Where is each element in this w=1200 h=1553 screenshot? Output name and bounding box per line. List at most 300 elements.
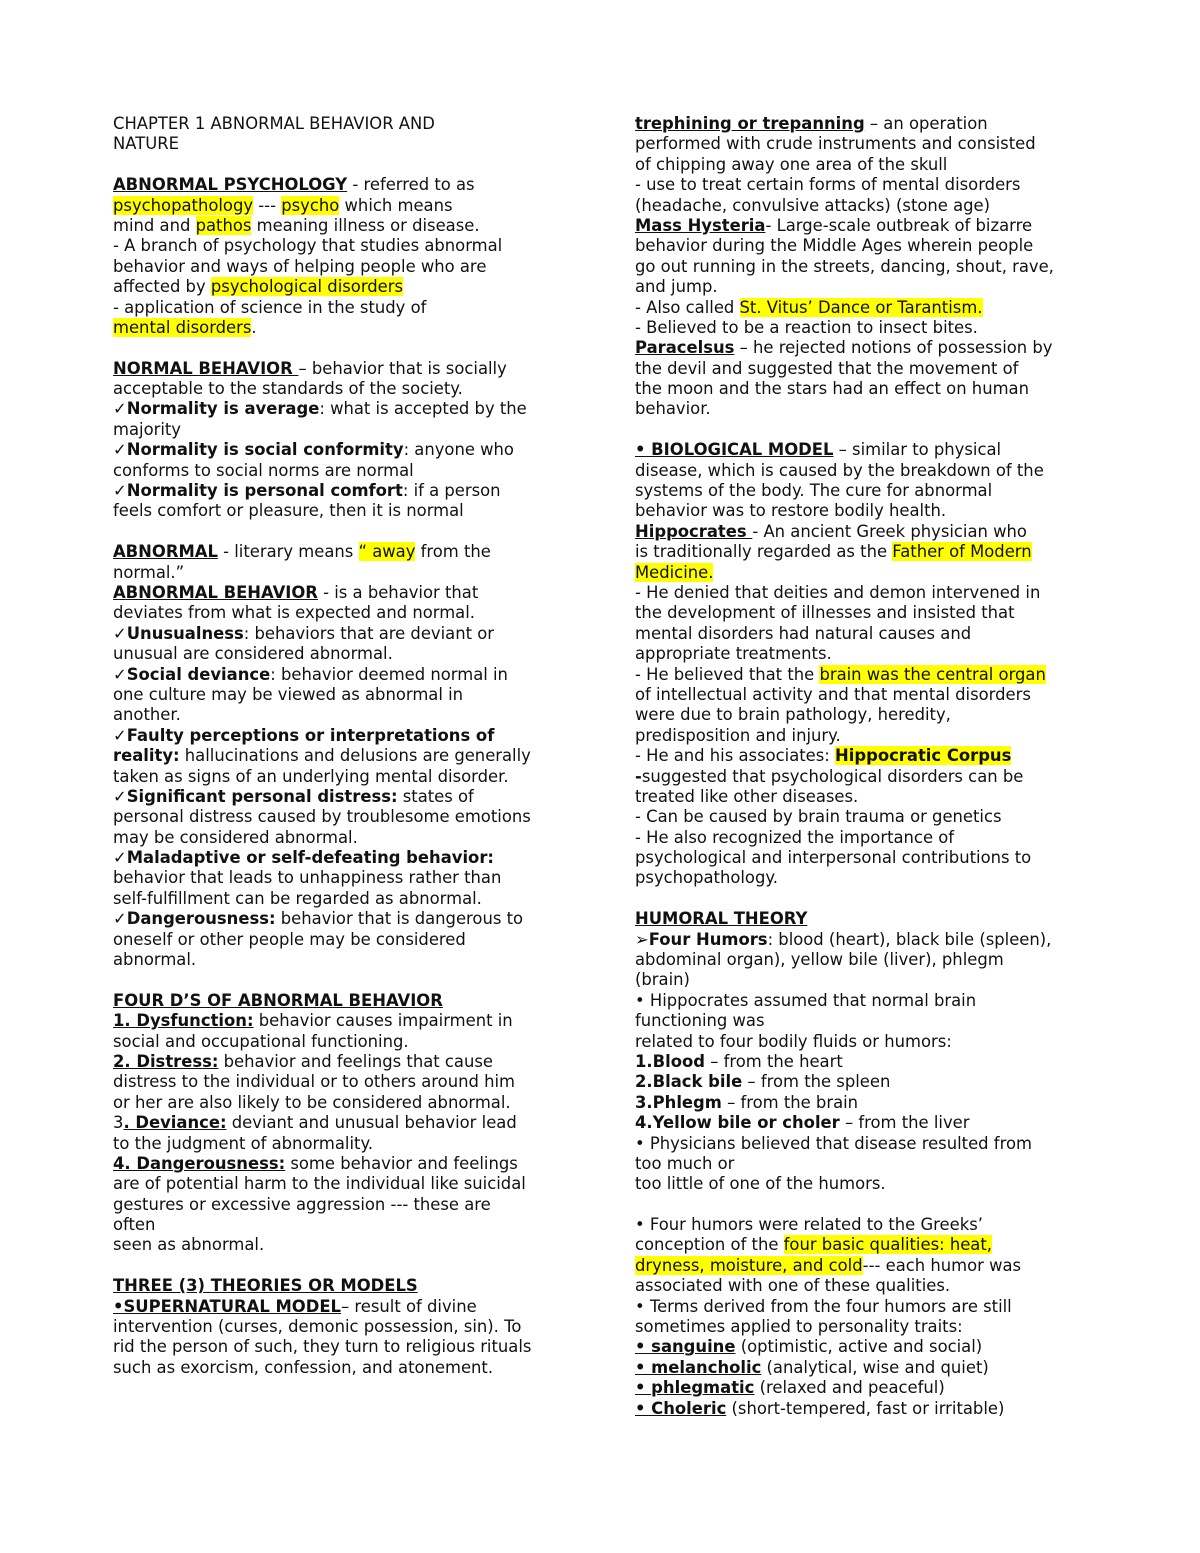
text-line — [635, 1174, 1095, 1194]
highlighted-text: brain was the central organ — [819, 664, 1046, 684]
bold-text: Maladaptive or self-defeating behavior: — [126, 848, 494, 868]
text-line — [635, 175, 1095, 195]
text-line — [635, 114, 1095, 134]
left-column — [113, 114, 573, 1378]
bold-text: 2. Distress: — [113, 1051, 219, 1071]
text-segment: suggested that psychological disorders can be — [641, 766, 1024, 786]
text-segment: ✓ — [113, 623, 127, 643]
text-segment: hallucinations and delusions are generally — [179, 746, 531, 766]
text-line — [635, 1072, 1095, 1092]
text-segment: systems of the body. The cure for abnormal — [635, 481, 993, 501]
text-line — [113, 909, 573, 929]
bold-text: • sanguine — [635, 1337, 736, 1357]
text-segment: – from the liver — [839, 1113, 970, 1133]
text-segment: (relaxed and peaceful) — [754, 1378, 945, 1398]
text-line — [635, 236, 1095, 256]
text-line — [113, 563, 573, 583]
bold-text: •SUPERNATURAL MODEL — [113, 1296, 341, 1316]
text-segment: mental disorders had natural causes and — [635, 623, 972, 643]
highlighted-text: Hippocratic Corpus — [835, 746, 1012, 766]
highlighted-text: psychopathology — [113, 195, 254, 215]
text-line — [113, 807, 573, 827]
bold-text: FOUR D’S OF ABNORMAL BEHAVIOR — [113, 990, 443, 1010]
text-segment: behavior that is dangerous to — [275, 909, 524, 929]
text-line — [113, 298, 573, 318]
text-segment: ✓ — [113, 848, 127, 868]
text-segment: . — [251, 317, 257, 337]
text-line — [113, 1011, 573, 1031]
text-segment: (analytical, wise and quiet) — [761, 1357, 989, 1377]
text-line — [635, 522, 1095, 542]
text-line — [635, 583, 1095, 603]
text-line — [113, 1215, 573, 1235]
text-line — [113, 1072, 573, 1092]
text-line — [113, 175, 573, 195]
text-line — [635, 685, 1095, 705]
text-line — [113, 318, 573, 338]
bold-text: Unusualness — [126, 623, 244, 643]
bold-text: Normality is average — [126, 399, 320, 419]
text-segment: psychological and interpersonal contributions to — [635, 848, 1032, 868]
text-line — [113, 277, 573, 297]
text-segment: - literary means — [217, 542, 359, 562]
text-line — [113, 481, 573, 501]
text-segment: may be considered abnormal. — [113, 827, 358, 847]
text-line — [113, 603, 573, 623]
text-segment: ✓ — [113, 440, 127, 460]
text-segment: – an operation — [864, 114, 988, 133]
text-segment: functioning was — [635, 1011, 765, 1031]
text-segment: behavior was to restore bodily health. — [635, 501, 947, 521]
bold-text: Hippocrates — [635, 521, 753, 541]
text-segment: of intellectual activity and that mental disorders — [635, 684, 1031, 704]
text-segment: taken as signs of an underlying mental disorder. — [113, 766, 509, 786]
highlighted-text: pathos — [195, 215, 252, 235]
text-line — [635, 950, 1095, 970]
text-segment: (optimistic, active and social) — [735, 1337, 983, 1357]
text-line — [113, 1235, 573, 1255]
text-line — [113, 134, 573, 154]
blank-line — [113, 522, 573, 542]
bold-text: - — [635, 766, 642, 786]
text-segment: feels comfort or pleasure, then it is normal — [113, 501, 464, 521]
text-line — [635, 1113, 1095, 1133]
text-line — [113, 1174, 573, 1194]
text-segment: : what is accepted by the — [319, 399, 527, 419]
text-segment: ✓ — [113, 399, 127, 419]
highlighted-text: Medicine. — [635, 562, 714, 582]
text-line — [113, 828, 573, 848]
text-segment: deviant and unusual behavior lead — [226, 1113, 517, 1133]
blank-line — [113, 338, 573, 358]
text-segment: oneself or other people may be considered — [113, 929, 466, 949]
text-segment: disease, which is caused by the breakdown of the — [635, 460, 1044, 480]
text-segment: conception of the — [635, 1235, 784, 1255]
text-line — [113, 644, 573, 664]
text-line — [113, 665, 573, 685]
text-segment: and jump. — [635, 277, 718, 297]
text-segment: related to four bodily fluids or humors: — [635, 1031, 952, 1051]
text-line — [113, 889, 573, 909]
text-line — [635, 359, 1095, 379]
text-line — [635, 155, 1095, 175]
text-segment: personal distress caused by troublesome emotions — [113, 807, 531, 827]
text-segment: - referred to as — [347, 175, 475, 195]
text-segment: the development of illnesses and insisted that — [635, 603, 1015, 623]
text-line — [635, 1093, 1095, 1113]
text-segment: associated with one of these qualities. — [635, 1276, 951, 1296]
text-line — [635, 481, 1095, 501]
text-line — [635, 624, 1095, 644]
text-line — [635, 1215, 1095, 1235]
text-line — [113, 461, 573, 481]
text-segment: from the — [415, 542, 491, 562]
text-line — [113, 1358, 573, 1378]
text-segment: ✓ — [113, 725, 127, 745]
bold-text: • melancholic — [635, 1357, 762, 1377]
text-segment: --- — [253, 195, 282, 215]
text-line — [635, 644, 1095, 664]
text-line — [113, 767, 573, 787]
text-segment: rid the person of such, they turn to religious rituals — [113, 1337, 532, 1357]
text-line — [113, 114, 573, 134]
text-line — [635, 991, 1095, 1011]
text-segment: predisposition and injury. — [635, 725, 841, 745]
text-line — [113, 1113, 573, 1133]
text-line — [113, 236, 573, 256]
text-segment: • Four humors were related to the Greeks’ — [635, 1215, 983, 1235]
text-line — [113, 1032, 573, 1052]
text-segment: - He and his associates: — [635, 746, 836, 766]
text-line — [635, 1154, 1095, 1174]
text-segment: performed with crude instruments and consisted — [635, 134, 1036, 154]
text-segment: : blood (heart), black bile (spleen), — [767, 929, 1052, 949]
bold-text: Paracelsus — [635, 338, 735, 358]
text-line — [113, 685, 573, 705]
text-segment: – similar to physical — [833, 440, 1002, 460]
text-segment: of chipping away one area of the skull — [635, 154, 948, 174]
highlighted-text: psychological disorders — [210, 277, 404, 297]
text-segment: intervention (curses, demonic possession, sin). To — [113, 1317, 522, 1337]
text-segment: deviates from what is expected and normal. — [113, 603, 475, 623]
text-segment: psychopathology. — [635, 868, 778, 888]
text-line — [113, 257, 573, 277]
text-segment: --- each humor was — [862, 1255, 1022, 1275]
text-segment: – from the brain — [721, 1092, 859, 1112]
text-segment: – from the spleen — [742, 1072, 891, 1092]
bold-text: ABNORMAL — [113, 542, 218, 562]
text-segment: - A branch of psychology that studies abnormal — [113, 236, 503, 256]
bold-text: 4.Yellow bile or choler — [635, 1113, 840, 1133]
text-segment: - He believed that the — [635, 664, 820, 684]
text-segment: states of — [397, 786, 474, 806]
text-line — [635, 1317, 1095, 1337]
text-segment: some behavior and feelings — [285, 1153, 518, 1173]
text-segment: (brain) — [635, 970, 690, 990]
text-line — [113, 501, 573, 521]
text-line — [635, 542, 1095, 562]
text-segment: NATURE — [113, 134, 179, 154]
text-segment: • Hippocrates assumed that normal brain — [635, 990, 977, 1010]
text-line — [635, 277, 1095, 297]
text-line — [635, 216, 1095, 236]
text-segment: - is a behavior that — [317, 582, 479, 602]
text-line — [635, 828, 1095, 848]
highlighted-text: dryness, moisture, and cold — [635, 1255, 863, 1275]
text-line — [635, 563, 1095, 583]
text-segment: behavior and ways of helping people who are — [113, 256, 487, 276]
blank-line — [635, 420, 1095, 440]
blank-line — [635, 889, 1095, 909]
right-column — [635, 114, 1095, 1419]
text-line — [635, 930, 1095, 950]
text-line — [113, 1317, 573, 1337]
bold-text: Social deviance — [126, 664, 271, 684]
text-segment: - Large-scale outbreak of bizarre — [765, 215, 1033, 235]
text-line — [113, 1093, 573, 1113]
text-segment: distress to the individual or to others around him — [113, 1072, 516, 1092]
text-segment: – he rejected notions of possession by — [734, 338, 1053, 358]
text-line — [113, 787, 573, 807]
text-segment: abdominal organ), yellow bile (liver), phlegm — [635, 950, 1004, 970]
text-line — [113, 379, 573, 399]
text-segment: treated like other diseases. — [635, 786, 859, 806]
text-segment: appropriate treatments. — [635, 644, 832, 664]
text-segment: - An ancient Greek physician who — [752, 521, 1027, 541]
highlighted-text: “ away — [358, 542, 416, 562]
bold-text: Dangerousness: — [126, 909, 276, 929]
text-line — [635, 1235, 1095, 1255]
bold-text: NORMAL BEHAVIOR — [113, 358, 299, 378]
bold-text: reality: — [113, 746, 180, 766]
text-segment: • Terms derived from the four humors are still — [635, 1296, 1012, 1316]
text-segment: : if a person — [402, 481, 501, 501]
text-line — [113, 440, 573, 460]
text-segment: go out running in the streets, dancing, shout, rave, — [635, 256, 1054, 276]
highlighted-text: St. Vitus’ Dance or Tarantism. — [739, 297, 983, 317]
text-line — [113, 950, 573, 970]
text-segment: often — [113, 1215, 156, 1235]
text-line — [635, 257, 1095, 277]
text-line — [635, 134, 1095, 154]
text-segment: are of potential harm to the individual like suicidal — [113, 1174, 526, 1194]
text-line — [635, 399, 1095, 419]
text-segment: : anyone who — [403, 440, 514, 460]
text-line — [635, 1337, 1095, 1357]
text-segment: too much or — [635, 1153, 735, 1173]
text-segment: CHAPTER 1 ABNORMAL BEHAVIOR AND — [113, 114, 435, 133]
text-line — [635, 726, 1095, 746]
text-segment: gestures or excessive aggression --- these are — [113, 1194, 491, 1214]
text-segment: mind and — [113, 215, 196, 235]
text-segment: unusual are considered abnormal. — [113, 644, 393, 664]
bold-text: 4. Dangerousness: — [113, 1153, 286, 1173]
bold-text: 1. Dysfunction: — [113, 1011, 254, 1031]
text-line — [113, 1297, 573, 1317]
text-segment: too little of one of the humors. — [635, 1174, 886, 1194]
text-segment: another. — [113, 705, 181, 725]
text-segment: normal.” — [113, 562, 185, 582]
text-segment: ✓ — [113, 786, 127, 806]
text-line — [635, 665, 1095, 685]
text-segment: abnormal. — [113, 950, 197, 970]
text-segment: the devil and suggested that the movement of — [635, 358, 1019, 378]
bold-text: ABNORMAL BEHAVIOR — [113, 582, 318, 602]
text-line — [635, 705, 1095, 725]
text-segment: majority — [113, 419, 182, 439]
text-line — [113, 196, 573, 216]
text-line — [635, 1011, 1095, 1031]
text-line — [635, 1276, 1095, 1296]
text-segment: 3 — [113, 1113, 124, 1133]
text-segment: ➢ — [635, 929, 649, 949]
bold-text: 3.Phlegm — [635, 1092, 722, 1112]
text-segment: behavior. — [635, 399, 711, 419]
text-line — [635, 868, 1095, 888]
text-line — [635, 1399, 1095, 1419]
text-line — [635, 909, 1095, 929]
text-line — [635, 1358, 1095, 1378]
text-line — [113, 848, 573, 868]
text-segment: sometimes applied to personality traits: — [635, 1317, 963, 1337]
text-line — [635, 196, 1095, 216]
text-segment: were due to brain pathology, heredity, — [635, 705, 951, 725]
text-segment: behavior causes impairment in — [253, 1011, 513, 1031]
text-line — [113, 1337, 573, 1357]
highlighted-text: four basic qualities: heat, — [783, 1235, 992, 1255]
text-segment: – from the heart — [705, 1051, 843, 1071]
text-segment: - Can be caused by brain trauma or genetics — [635, 807, 1002, 827]
highlighted-text: Father of Modern — [892, 542, 1032, 562]
text-line — [635, 318, 1095, 338]
text-segment: seen as abnormal. — [113, 1235, 265, 1255]
text-segment: : behavior deemed normal in — [270, 664, 508, 684]
text-segment: affected by — [113, 277, 211, 297]
text-line — [635, 767, 1095, 787]
text-segment: meaning illness or disease. — [251, 215, 480, 235]
text-segment: social and occupational functioning. — [113, 1031, 409, 1051]
text-line — [113, 542, 573, 562]
text-line — [635, 298, 1095, 318]
text-line — [113, 1154, 573, 1174]
text-segment: ✓ — [113, 664, 127, 684]
text-line — [113, 399, 573, 419]
text-segment: – result of divine — [341, 1296, 477, 1316]
text-line — [635, 848, 1095, 868]
text-line — [113, 624, 573, 644]
text-segment: - He also recognized the importance of — [635, 827, 955, 847]
text-line — [113, 359, 573, 379]
blank-line — [113, 970, 573, 990]
bold-text: Four Humors — [648, 929, 768, 949]
text-segment: ✓ — [113, 481, 127, 501]
bold-text: • BIOLOGICAL MODEL — [635, 440, 834, 460]
text-segment: - use to treat certain forms of mental disorders — [635, 175, 1021, 195]
bold-text: . Deviance: — [123, 1113, 227, 1133]
bold-text: • phlegmatic — [635, 1378, 755, 1398]
text-line — [635, 1256, 1095, 1276]
bold-text: Normality is social conformity — [126, 440, 404, 460]
bold-text: 1.Blood — [635, 1051, 705, 1071]
text-segment: the moon and the stars had an effect on human — [635, 379, 1029, 399]
text-segment: - Also called — [635, 297, 740, 317]
bold-text: Normality is personal comfort — [126, 481, 403, 501]
bold-text: • Choleric — [635, 1398, 727, 1418]
text-segment: self-fulfillment can be regarded as abnormal. — [113, 888, 482, 908]
bold-text: Significant personal distress: — [126, 786, 398, 806]
text-segment: • Physicians believed that disease resulted from — [635, 1133, 1032, 1153]
text-line — [113, 216, 573, 236]
text-line — [635, 807, 1095, 827]
text-line — [635, 461, 1095, 481]
bold-text: ABNORMAL PSYCHOLOGY — [113, 175, 348, 195]
text-segment: to the judgment of abnormality. — [113, 1133, 374, 1153]
text-line — [113, 746, 573, 766]
text-line — [635, 787, 1095, 807]
blank-line — [113, 1256, 573, 1276]
bold-text: THREE (3) THEORIES OR MODELS — [113, 1276, 418, 1296]
text-line — [113, 1134, 573, 1154]
text-line — [113, 1052, 573, 1072]
text-segment: such as exorcism, confession, and atonement. — [113, 1357, 494, 1377]
text-line — [635, 1032, 1095, 1052]
bold-text: trephining or trepanning — [635, 114, 865, 133]
bold-text: Faulty perceptions or interpretations of — [126, 725, 495, 745]
text-segment: - application of science in the study of — [113, 297, 427, 317]
text-line — [635, 1052, 1095, 1072]
text-segment: behavior that leads to unhappiness rather than — [113, 868, 502, 888]
text-segment: which means — [339, 195, 453, 215]
text-line — [635, 603, 1095, 623]
text-line — [635, 1297, 1095, 1317]
text-segment: conforms to social norms are normal — [113, 460, 414, 480]
text-line — [635, 746, 1095, 766]
text-segment: (headache, convulsive attacks) (stone age) — [635, 195, 991, 215]
bold-text: 2.Black bile — [635, 1072, 743, 1092]
blank-line — [113, 155, 573, 175]
text-segment: acceptable to the standards of the society. — [113, 379, 463, 399]
text-line — [635, 501, 1095, 521]
bold-text: HUMORAL THEORY — [635, 909, 808, 929]
text-line — [113, 868, 573, 888]
text-segment: ✓ — [113, 909, 127, 929]
text-line — [113, 1195, 573, 1215]
text-segment: – behavior that is socially — [298, 358, 507, 378]
bold-text: Mass Hysteria — [635, 215, 766, 235]
text-line — [635, 1378, 1095, 1398]
text-line — [635, 440, 1095, 460]
text-line — [113, 1276, 573, 1296]
text-segment: - Believed to be a reaction to insect bites. — [635, 317, 978, 337]
text-line — [113, 583, 573, 603]
blank-line — [635, 1195, 1095, 1215]
text-line — [113, 991, 573, 1011]
text-line — [113, 420, 573, 440]
text-segment: or her are also likely to be considered abnormal. — [113, 1092, 511, 1112]
text-segment: one culture may be viewed as abnormal in — [113, 684, 464, 704]
text-line — [635, 379, 1095, 399]
text-line — [113, 705, 573, 725]
text-segment: (short-tempered, fast or irritable) — [726, 1398, 1005, 1418]
text-segment: : behaviors that are deviant or — [243, 623, 495, 643]
text-segment: behavior and feelings that cause — [218, 1051, 493, 1071]
highlighted-text: psycho — [281, 195, 340, 215]
text-line — [635, 1134, 1095, 1154]
text-line — [113, 726, 573, 746]
text-segment: behavior during the Middle Ages wherein people — [635, 236, 1034, 256]
text-segment: is traditionally regarded as the — [635, 542, 893, 562]
text-line — [113, 930, 573, 950]
